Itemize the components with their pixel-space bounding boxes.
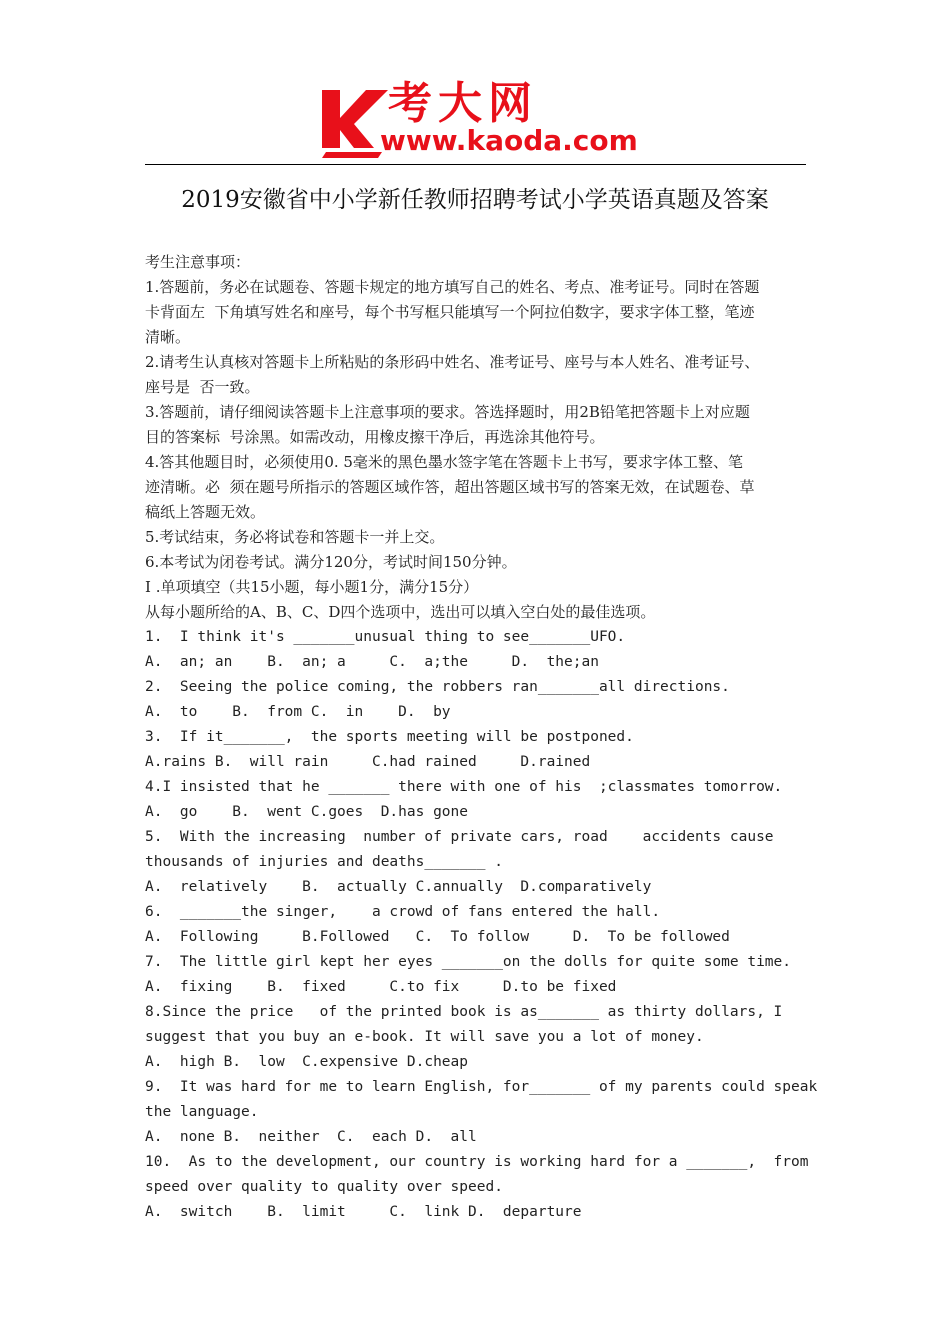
text-line: 稿纸上答题无效。 [145,503,266,521]
text-line: 2. Seeing the police coming, the robbers ran_______all directions. [145,679,730,695]
logo-url-text: www.kaoda.com [380,124,638,157]
text-line: 1. I think it's _______unusual thing to see_______UFO. [145,629,626,645]
text-line: 考生注意事项： [145,253,251,271]
text-line: A.rains B. will rain C.had rained D.rained [145,754,591,770]
text-line: A. fixing B. fixed C.to fix D.to be fixed [145,979,617,995]
text-line: 卡背面左 下角填写姓名和座号，每个书写框只能填写一个阿拉伯数字，要求字体工整，笔迹 [145,303,755,321]
text-line: A. high B. low C.expensive D.cheap [145,1054,469,1070]
text-line: A. to B. from C. in D. by [145,704,451,720]
text-line: 8.Since the price of the printed book is as_______ as thirty dollars, I [145,1004,783,1020]
kaoda-logo [318,78,648,162]
logo-chinese-text: 考大网 [388,78,538,129]
text-line: 4.答其他题目时，必须使用0. 5毫米的黑色墨水签字笔在答题卡上书写，要求字体工整、笔 [145,453,743,471]
text-line: 4.I insisted that he _______ there with one of his ;classmates tomorrow. [145,779,783,795]
text-line: speed over quality to quality over speed. [145,1179,503,1195]
text-line: 9. It was hard for me to learn English, for_______ of my parents could speak [145,1079,818,1095]
text-line: A. Following B.Followed C. To follow D. To be followed [145,929,730,945]
text-line: 5. With the increasing number of private cars, road accidents cause [145,829,774,845]
text-line: the language. [145,1104,259,1120]
text-line: thousands of injuries and deaths_______ . [145,854,503,870]
text-line: 6.本考试为闭卷考试。满分120分，考试时间150分钟。 [145,553,517,571]
text-line: A. switch B. limit C. link D. departure [145,1204,582,1220]
text-line: 迹清晰。必 须在题号所指示的答题区域作答，超出答题区域书写的答案无效，在试题卷、草 [145,478,755,496]
text-line: I .单项填空（共15小题，每小题1分，满分15分） [145,578,479,596]
text-line: A. none B. neither C. each D. all [145,1129,477,1145]
text-line: A. go B. went C.goes D.has gone [145,804,469,820]
text-line: 1.答题前，务必在试题卷、答题卡规定的地方填写自己的姓名、考点、准考证号。同时在答题 [145,278,760,296]
text-line: 6. _______the singer, a crowd of fans entered the hall. [145,904,661,920]
text-line: 目的答案标 号涂黑。如需改动，用橡皮擦干净后，再选涂其他符号。 [145,428,605,446]
text-line: 座号是 否一致。 [145,378,260,396]
text-line: 5.考试结束，务必将试卷和答题卡一并上交。 [145,528,445,546]
text-line: 3. If it_______, the sports meeting will be postponed. [145,729,634,745]
header-divider [145,164,806,165]
document-title: 2019安徽省中小学新任教师招聘考试小学英语真题及答案 [181,187,769,213]
document-body [145,250,818,1225]
text-line: 7. The little girl kept her eyes _______on the dolls for quite some time. [145,954,792,970]
text-line: suggest that you buy an e-book. It will save you a lot of money. [145,1029,704,1045]
text-line: A. an; an B. an; a C. a;the D. the;an [145,654,599,670]
text-line: 2.请考生认真核对答题卡上所粘贴的条形码中姓名、准考证号、座号与本人姓名、准考证号、 [145,353,760,371]
text-line: 从每小题所给的A、B、C、D四个选项中，选出可以填入空白处的最佳选项。 [145,603,656,621]
text-line: A. relatively B. actually C.annually D.comparatively [145,879,652,895]
text-line: 10. As to the development, our country is working hard for a _______, from [145,1154,809,1170]
text-line: 3.答题前，请仔细阅读答题卡上注意事项的要求。答选择题时，用2B铅笔把答题卡上对应题 [145,403,750,421]
text-line: 清晰。 [145,328,191,346]
